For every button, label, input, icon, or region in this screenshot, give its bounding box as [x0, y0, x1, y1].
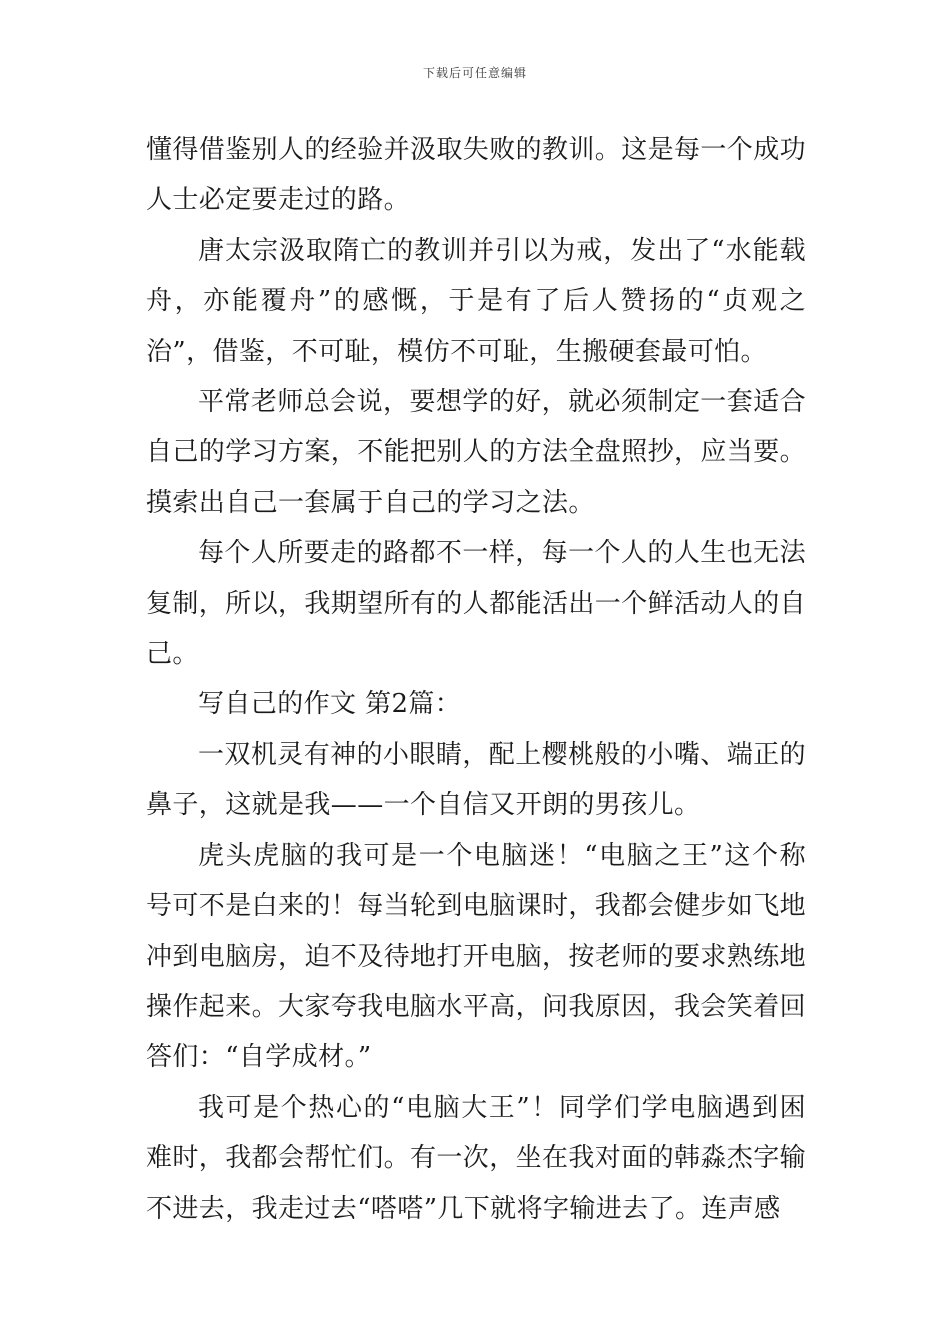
paragraph-5: 一双机灵有神的小眼睛，配上樱桃般的小嘴、端正的鼻子，这就是我——一个自信又开朗的男孩儿。: [146, 739, 806, 821]
paragraph-3: 平常老师总会说，要想学的好，就必须制定一套适合自己的学习方案，不能把别人的方法全盘照抄，应当要。摸索出自己一套属于自己的学习之法。: [146, 387, 807, 518]
section-heading: 写自己的作文 第2篇：: [198, 689, 462, 720]
page-header: 下载后可任意编辑: [422, 66, 527, 80]
document-body: [146, 125, 806, 1234]
paragraph-4: 每个人所要走的路都不一样，每一个人的人生也无法复制，所以，我期望所有的人都能活出一个鲜活动人的自己。: [146, 538, 807, 670]
paragraph-1: 懂得借鉴别人的经验并汲取失败的教训。这是每一个成功人士必定要走过的路。: [146, 135, 807, 216]
paragraph-7: 我可是个热心的“电脑大王”！同学们学电脑遇到困难时，我都会帮忙们。有一次，坐在我对面的韩淼杰字输不进去，我走过去“嗒嗒”几下就将字输进去了。连声感: [146, 1092, 807, 1224]
paragraph-2: 唐太宗汲取隋亡的教训并引以为戒，发出了“水能载舟，亦能覆舟”的感慨，于是有了后人赞扬的“贞观之治”，借鉴，不可耻，模仿不可耻，生搬硬套最可怕。: [146, 235, 806, 367]
paragraph-6: 虎头虎脑的我可是一个电脑迷！“电脑之王”这个称号可不是白来的！每当轮到电脑课时，我都会健步如飞地冲到电脑房，迫不及待地打开电脑，按老师的要求熟练地操作起来。大家夸我电脑水平高，问我原因，我会笑着回答们：“自学成材。”: [146, 840, 807, 1073]
